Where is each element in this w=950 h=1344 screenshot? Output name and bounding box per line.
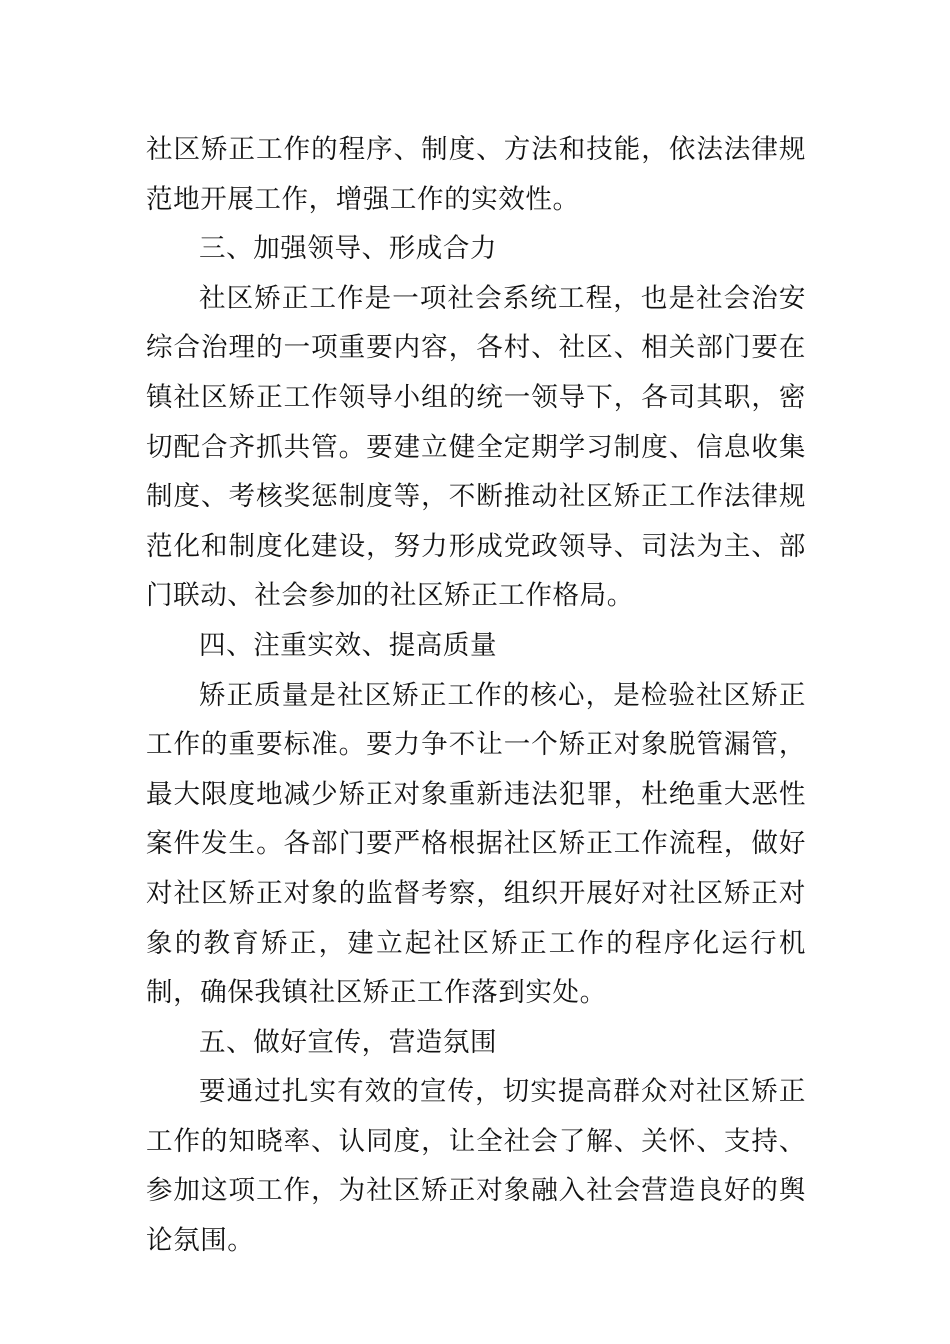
section-heading-4: 四、注重实效、提高质量: [199, 629, 498, 661]
paragraph-section-5: 要通过扎实有效的宣传，切实提高群众对社区矫正工作的知晓率、认同度，让全社会了解、关怀、支持、参加这项工作，为社区矫正对象融入社会营造良好的舆论氛围。: [146, 1076, 806, 1257]
section-heading-3: 三、加强领导、形成合力: [199, 233, 498, 265]
paragraph-continuation: 社区矫正工作的程序、制度、方法和技能，依法法律规范地开展工作，增强工作的实效性。: [146, 134, 806, 215]
paragraph-section-3: 社区矫正工作是一项社会系统工程，也是社会治安综合治理的一项重要内容，各村、社区、相关部门要在镇社区矫正工作领导小组的统一领导下，各司其职，密切配合齐抓共管。要建立健全定期学习制度、信息收集制度、考核奖惩制度等，不断推动社区矫正工作法律规范化和制度化建设，努力形成党政领导、司法为主、部门联动、社会参加的社区矫正工作格局。: [146, 282, 806, 612]
document-body: [146, 125, 806, 1266]
section-heading-5: 五、做好宣传，营造氛围: [199, 1026, 498, 1058]
paragraph-section-4: 矫正质量是社区矫正工作的核心，是检验社区矫正工作的重要标准。要力争不让一个矫正对象脱管漏管，最大限度地减少矫正对象重新违法犯罪，杜绝重大恶性案件发生。各部门要严格根据社区矫正工作流程，做好对社区矫正对象的监督考察，组织开展好对社区矫正对象的教育矫正，建立起社区矫正工作的程序化运行机制，确保我镇社区矫正工作落到实处。: [146, 679, 806, 1009]
